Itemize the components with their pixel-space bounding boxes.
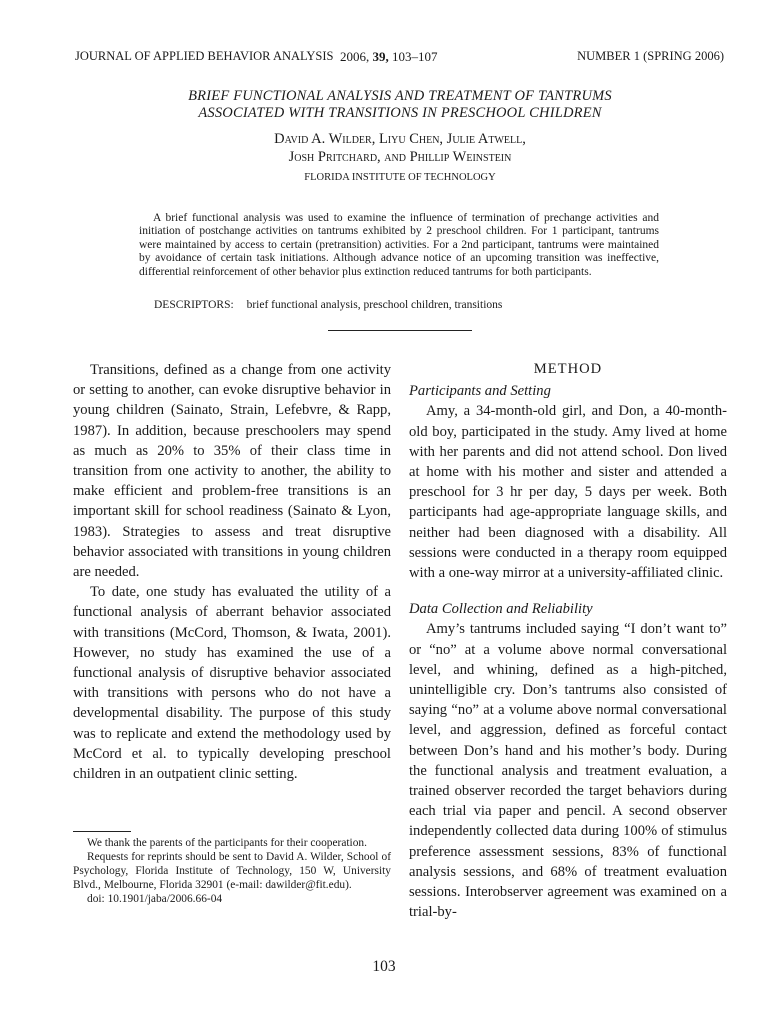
- footnote: Requests for reprints should be sent to David A. Wilder, School of Psychology, Florida Institute of Technology, 150 W, University Blvd., Melbourne, Florida 32901 (e-mail: dawilder@fit.edu).: [73, 851, 391, 891]
- author-line: Josh Pritchard, and Phillip Weinstein: [288, 149, 512, 165]
- article-title: [90, 88, 710, 122]
- journal-name: JOURNAL OF APPLIED BEHAVIOR ANALYSIS: [75, 49, 334, 63]
- author-line: David A. Wilder, Liyu Chen, Julie Atwell,: [274, 131, 526, 147]
- page-number: 103: [372, 958, 396, 975]
- footnote-rule: [73, 831, 131, 832]
- citation-year: 2006,: [340, 49, 370, 64]
- footnotes: [73, 836, 391, 906]
- citation-volume: 39,: [372, 49, 389, 64]
- footnote: doi: 10.1901/jaba/2006.66-04: [87, 893, 223, 905]
- body-paragraph: Amy, a 34-month-old girl, and Don, a 40-month-old boy, participated in the study. Amy lived at home with her parents and did not attend school. Don lived at home with his mother and sister and attended a preschool for 3 hr per day, 5 days per week. Both participants had age-appropriate language skills, and neither had been diagnosed with a disability. All sessions were conducted in a therapy room equipped with a one-way mirror at a university-affiliated clinic.: [409, 403, 727, 582]
- title-line: BRIEF FUNCTIONAL ANALYSIS AND TREATMENT OF TANTRUMS: [188, 88, 612, 104]
- affiliation: FLORIDA INSTITUTE OF TECHNOLOGY: [304, 172, 496, 183]
- right-column: [409, 359, 727, 922]
- descriptors-label: DESCRIPTORS:: [154, 299, 234, 311]
- author-list: [90, 130, 710, 166]
- spacer: [409, 583, 727, 599]
- citation-pages: 103–107: [392, 49, 438, 64]
- subsection-heading: Participants and Setting: [409, 383, 551, 400]
- body-paragraph: To date, one study has evaluated the utility of a functional analysis of aberrant behavior associated with transitions (McCord, Thomson, & Iwata, 2001). However, no study has examined the use of a functional analysis of disruptive behavior associated with transitions with persons who do not have a developmental disability. The purpose of this study was to replicate and extend the methodology used by McCord et al. to typically developing preschool children in an outpatient clinic setting.: [73, 584, 391, 783]
- body-paragraph: Amy’s tantrums included saying “I don’t want to” or “no” at a volume above normal conversational level, and whining, defined as a high-pitched, unintelligible cry. Don’s tantrums also consisted of saying “no” at a volume above normal conversational level, and aggression, defined as forceful contact between Don’s hand and his mother’s body. During the functional analysis and treatment evaluation, a trained observer recorded the target behaviors during each trial via paper and pencil. A second observer independently collected data during 100% of stimulus preference assessment sessions, 83% of functional analysis sessions, and 68% of treatment evaluation sessions. Interobserver agreement was examined on a trial-by-: [409, 621, 727, 921]
- subsection-heading: Data Collection and Reliability: [409, 601, 593, 618]
- section-heading: METHOD: [533, 361, 603, 377]
- left-column: [73, 360, 391, 784]
- citation: [340, 49, 438, 65]
- issue-info: NUMBER 1 (SPRING 2006): [577, 49, 724, 63]
- footnote: We thank the parents of the participants for their cooperation.: [87, 837, 367, 849]
- descriptors: [154, 299, 502, 311]
- section-divider: [328, 330, 472, 331]
- body-paragraph: Transitions, defined as a change from one activity or setting to another, can evoke disruptive behavior in young children (Sainato, Strain, Lefebvre, & Rapp, 1987). In addition, because preschoolers may spend as much as 20% to 35% of their class time in transition from one activity to another, the ability to make efficient and problem-free transitions is an important skill for school readiness (Sainato & Lyon, 1983). Strategies to assess and treat disruptive behavior associated with transitions in young children are needed.: [73, 362, 391, 581]
- descriptors-text: brief functional analysis, preschool children, transitions: [246, 299, 503, 311]
- title-line: ASSOCIATED WITH TRANSITIONS IN PRESCHOOL CHILDREN: [198, 105, 602, 121]
- abstract: A brief functional analysis was used to examine the influence of termination of prechange activities and initiation of postchange activities on tantrums exhibited by 2 preschool children. For 1 participant, tantrums were maintained by access to certain (pretransition) activities. For a 2nd participant, tantrums were maintained by avoidance of certain task initiations. Although advance notice of an upcoming transition was ineffective, differential reinforcement of other behavior plus extinction reduced tantrums for both participants.: [139, 212, 659, 278]
